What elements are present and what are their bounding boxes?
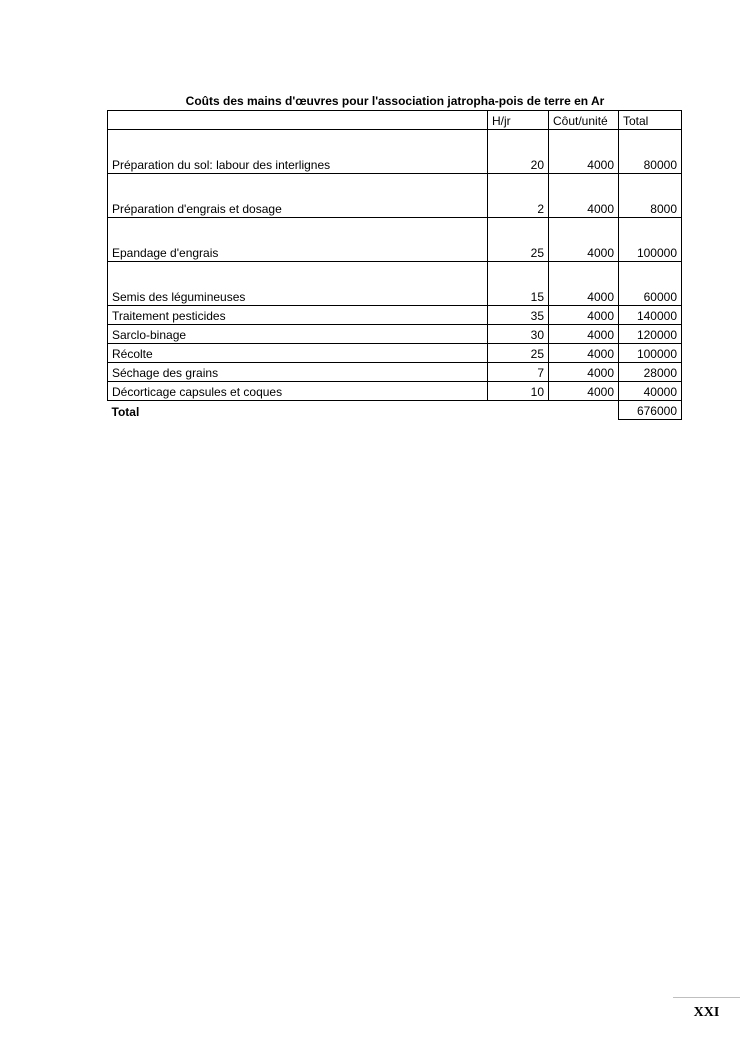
table-row bbox=[108, 363, 682, 382]
table-row bbox=[108, 382, 682, 401]
table-row bbox=[108, 174, 682, 218]
row-label: Epandage d'engrais bbox=[108, 218, 488, 262]
row-total: 40000 bbox=[619, 382, 682, 401]
table-row bbox=[108, 130, 682, 174]
row-label: Décorticage capsules et coques bbox=[108, 382, 488, 401]
row-hjr: 2 bbox=[488, 174, 549, 218]
row-label: Semis des légumineuses bbox=[108, 262, 488, 306]
total-empty-cell bbox=[549, 401, 619, 420]
header-cell-total: Total bbox=[619, 111, 682, 130]
row-cout: 4000 bbox=[549, 382, 619, 401]
labor-cost-table bbox=[107, 110, 682, 420]
row-hjr: 7 bbox=[488, 363, 549, 382]
row-total: 28000 bbox=[619, 363, 682, 382]
row-cout: 4000 bbox=[549, 363, 619, 382]
row-total: 100000 bbox=[619, 218, 682, 262]
row-label: Sarclo-binage bbox=[108, 325, 488, 344]
table-title: Coûts des mains d'œuvres pour l'association jatropha-pois de terre en Ar bbox=[185, 94, 605, 108]
table-row bbox=[108, 262, 682, 306]
table-row bbox=[108, 218, 682, 262]
table-total-row bbox=[108, 401, 682, 420]
row-hjr: 30 bbox=[488, 325, 549, 344]
row-label: Récolte bbox=[108, 344, 488, 363]
row-label: Séchage des grains bbox=[108, 363, 488, 382]
table-row bbox=[108, 344, 682, 363]
row-label: Préparation du sol: labour des interlignes bbox=[108, 130, 488, 174]
table-row bbox=[108, 306, 682, 325]
row-label: Traitement pesticides bbox=[108, 306, 488, 325]
row-cout: 4000 bbox=[549, 262, 619, 306]
row-label: Préparation d'engrais et dosage bbox=[108, 174, 488, 218]
row-cout: 4000 bbox=[549, 174, 619, 218]
row-cout: 4000 bbox=[549, 130, 619, 174]
row-cout: 4000 bbox=[549, 306, 619, 325]
row-cout: 4000 bbox=[549, 325, 619, 344]
row-cout: 4000 bbox=[549, 218, 619, 262]
header-cell-label bbox=[108, 111, 488, 130]
row-total: 60000 bbox=[619, 262, 682, 306]
row-cout: 4000 bbox=[549, 344, 619, 363]
row-total: 100000 bbox=[619, 344, 682, 363]
row-hjr: 35 bbox=[488, 306, 549, 325]
row-hjr: 15 bbox=[488, 262, 549, 306]
row-hjr: 25 bbox=[488, 218, 549, 262]
row-total: 80000 bbox=[619, 130, 682, 174]
header-cell-cout: Côut/unité bbox=[549, 111, 619, 130]
page-number: XXI bbox=[693, 1005, 720, 1020]
total-empty-cell bbox=[488, 401, 549, 420]
header-cell-hjr: H/jr bbox=[488, 111, 549, 130]
grand-total-value: 676000 bbox=[619, 401, 682, 420]
table-row bbox=[108, 325, 682, 344]
row-total: 8000 bbox=[619, 174, 682, 218]
row-hjr: 10 bbox=[488, 382, 549, 401]
table-header-row bbox=[108, 111, 682, 130]
footer-divider bbox=[673, 997, 740, 998]
total-label: Total bbox=[111, 404, 140, 419]
row-hjr: 20 bbox=[488, 130, 549, 174]
row-hjr: 25 bbox=[488, 344, 549, 363]
row-total: 140000 bbox=[619, 306, 682, 325]
row-total: 120000 bbox=[619, 325, 682, 344]
